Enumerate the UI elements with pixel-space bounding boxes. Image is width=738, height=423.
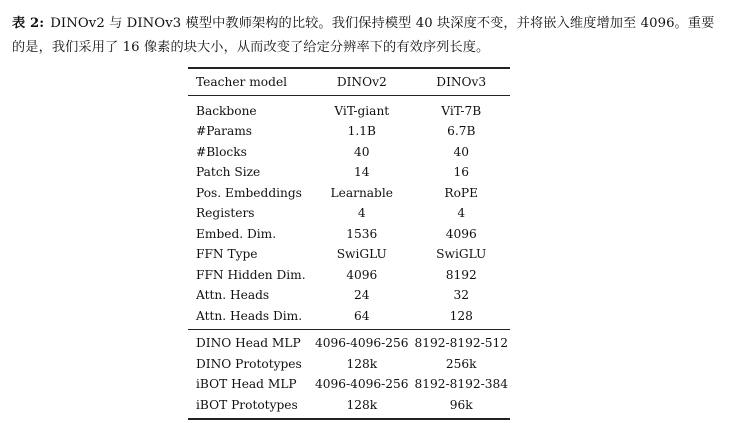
- row-label: #Params: [196, 124, 253, 139]
- row-label: Pos. Embeddings: [196, 185, 302, 200]
- caption-label: 表 2:: [12, 16, 45, 31]
- table-row: [188, 101, 510, 122]
- row-label: FFN Hidden Dim.: [196, 267, 306, 282]
- cell-dinov3: 40: [453, 144, 469, 159]
- cell-dinov2: 128k: [346, 356, 378, 371]
- cell-dinov3: 4096: [445, 226, 477, 241]
- comparison-table: [188, 67, 510, 420]
- cell-dinov3: 6.7B: [447, 124, 476, 139]
- row-label: iBOT Prototypes: [196, 397, 298, 412]
- cell-dinov3: 32: [453, 288, 469, 303]
- cell-dinov2: SwiGLU: [336, 247, 387, 262]
- cell-dinov2: 4096: [346, 267, 378, 282]
- table-row: [188, 354, 510, 375]
- cell-dinov3: 4: [457, 206, 466, 221]
- table-row: [188, 142, 510, 163]
- table-row: [188, 121, 510, 142]
- cell-dinov2: 40: [354, 144, 370, 159]
- cell-dinov2: 1536: [346, 226, 378, 241]
- row-label: Attn. Heads Dim.: [196, 308, 303, 323]
- cell-dinov2: ViT-giant: [334, 103, 390, 118]
- row-label: Attn. Heads: [196, 288, 270, 303]
- table-row: [188, 224, 510, 245]
- table-row: [188, 306, 510, 327]
- cell-dinov3: 8192: [445, 267, 477, 282]
- cell-dinov3: 96k: [449, 397, 473, 412]
- row-label: DINO Prototypes: [196, 356, 302, 371]
- cell-dinov3: SwiGLU: [436, 247, 487, 262]
- cell-dinov3: 8192-8192-384: [414, 377, 508, 392]
- table-header-row: [188, 69, 510, 95]
- table-row: [188, 162, 510, 183]
- cell-dinov2: 64: [354, 308, 370, 323]
- cell-dinov3: 8192-8192-512: [414, 336, 508, 351]
- cell-dinov2: 4: [357, 206, 366, 221]
- table-row: [188, 374, 510, 395]
- cell-dinov2: 14: [354, 165, 370, 180]
- table-bottom-rule: [188, 418, 510, 420]
- table-group-heads: [188, 333, 510, 415]
- header-dinov2: DINOv2: [336, 74, 387, 89]
- row-label: Patch Size: [196, 165, 261, 180]
- cell-dinov2: 4096-4096-256: [315, 336, 409, 351]
- header-dinov3: DINOv3: [436, 74, 487, 89]
- table-group-architecture: [188, 101, 510, 327]
- cell-dinov3: 128: [449, 308, 473, 323]
- caption-text: DINOv2 与 DINOv3 模型中教师架构的比较。我们保持模型 40 块深度不变，并将嵌入维度增加至 4096。重要的是，我们采用了 16 像素的块大小，从而改变了给定分辨率下的有效序列长度。: [12, 16, 715, 55]
- row-label: Registers: [196, 206, 255, 221]
- row-label: Embed. Dim.: [196, 226, 277, 241]
- cell-dinov2: Learnable: [330, 185, 393, 200]
- header-teacher-model: Teacher model: [196, 74, 288, 89]
- table-row: [188, 395, 510, 416]
- table-row: [188, 333, 510, 354]
- table-row: [188, 183, 510, 204]
- cell-dinov2: 1.1B: [347, 124, 376, 139]
- cell-dinov2: 24: [354, 288, 370, 303]
- cell-dinov3: 16: [453, 165, 469, 180]
- row-label: Backbone: [196, 103, 257, 118]
- table-row: [188, 285, 510, 306]
- table-row: [188, 265, 510, 286]
- cell-dinov3: ViT-7B: [441, 103, 482, 118]
- table-caption: [12, 12, 726, 60]
- cell-dinov2: 4096-4096-256: [315, 377, 409, 392]
- row-label: #Blocks: [196, 144, 247, 159]
- table-row: [188, 244, 510, 265]
- row-label: iBOT Head MLP: [196, 377, 297, 392]
- row-label: DINO Head MLP: [196, 336, 301, 351]
- cell-dinov3: RoPE: [444, 185, 479, 200]
- table-row: [188, 203, 510, 224]
- cell-dinov3: 256k: [445, 356, 477, 371]
- row-label: FFN Type: [196, 247, 258, 262]
- cell-dinov2: 128k: [346, 397, 378, 412]
